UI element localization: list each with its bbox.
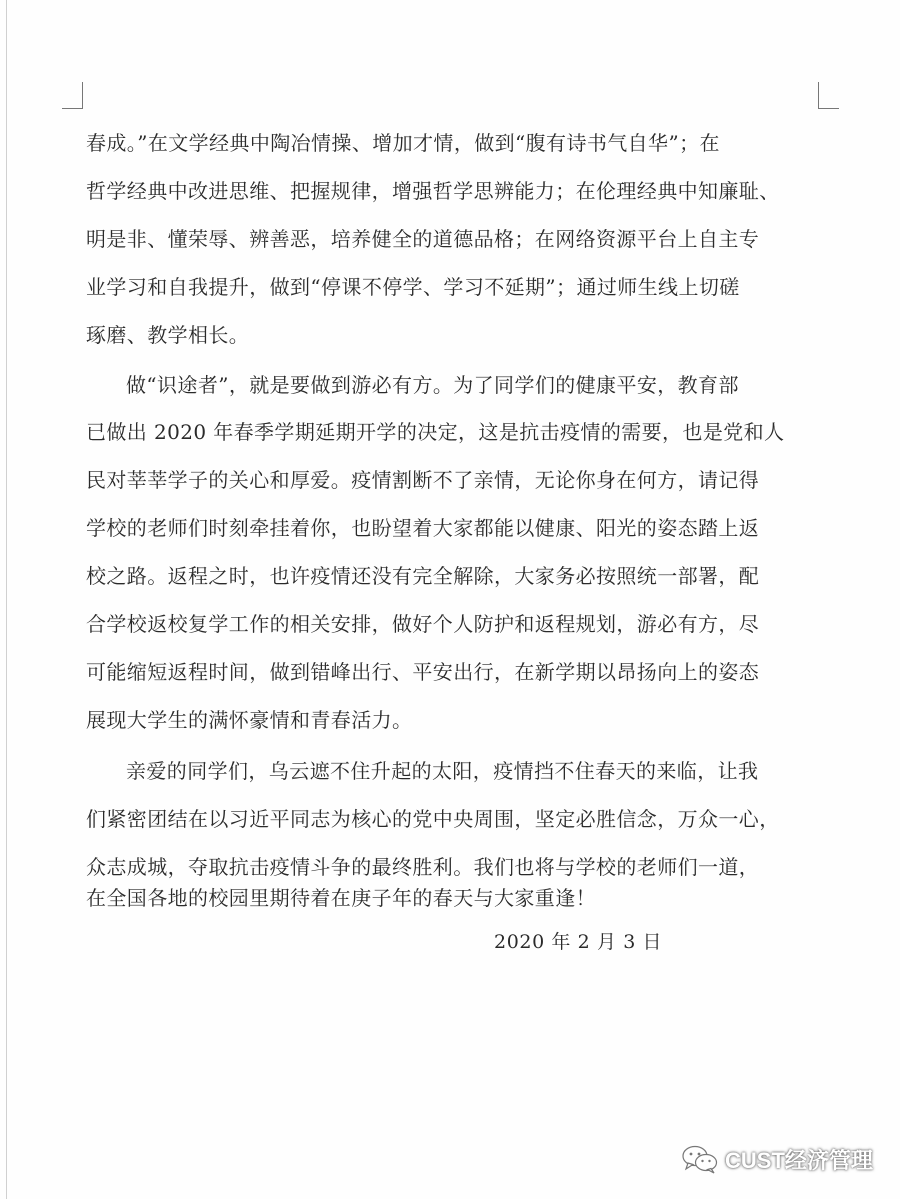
document-date: 2020 年 2 月 3 日 [494,931,663,953]
text-line: 在全国各地的校园里期待着在庚子年的春天与大家重逢！ [86,886,596,910]
text-line: 们紧密团结在以习近平同志为核心的党中央周围，坚定必胜信念，万众一心， [86,807,780,831]
text-line: 校之路。返程之时，也许疫情还没有完全解除，大家务必按照统一部署，配 [86,564,760,588]
text-line: 业学习和自我提升，做到“停课不停学、学习不延期”；通过师生线上切磋 [86,275,740,299]
crop-mark-top-left [62,82,83,109]
text-line: 做“识途者”，就是要做到游必有方。为了同学们的健康平安，教育部 [126,373,739,397]
wechat-icon [681,1144,719,1174]
watermark [681,1144,873,1174]
text-line: 合学校返校复学工作的相关安排，做好个人防护和返程规划，游必有方，尽 [86,612,760,636]
text-line: 明是非、懂荣辱、辨善恶，培养健全的道德品格；在网络资源平台上自主专 [86,227,760,251]
text-line: 学校的老师们时刻牵挂着你，也盼望着大家都能以健康、阳光的姿态踏上返 [86,516,760,540]
text-line: 已做出 2020 年春季学期延期开学的决定，这是抗击疫情的需要，也是党和人 [86,420,785,444]
text-line: 琢磨、教学相长。 [86,323,250,347]
text-line: 民对莘莘学子的关心和厚爱。疫情割断不了亲情，无论你身在何方，请记得 [86,468,760,492]
crop-mark-top-right [818,82,839,109]
text-line: 亲爱的同学们，乌云遮不住升起的太阳，疫情挡不住春天的来临，让我 [126,759,759,783]
text-line: 可能缩短返程时间，做到错峰出行、平安出行，在新学期以昂扬向上的姿态 [86,660,760,684]
watermark-label: CUST经济管理 [725,1147,873,1173]
text-line: 展现大学生的满怀豪情和青春活力。 [86,708,413,732]
page-edge [6,0,7,1199]
text-line: 哲学经典中改进思维、把握规律，增强哲学思辨能力；在伦理经典中知廉耻、 [86,179,780,203]
text-line: 众志成城，夺取抗击疫情斗争的最终胜利。我们也将与学校的老师们一道， [86,855,760,879]
text-line: 春成。”在文学经典中陶冶情操、增加才情，做到“腹有诗书气自华”；在 [86,131,720,155]
